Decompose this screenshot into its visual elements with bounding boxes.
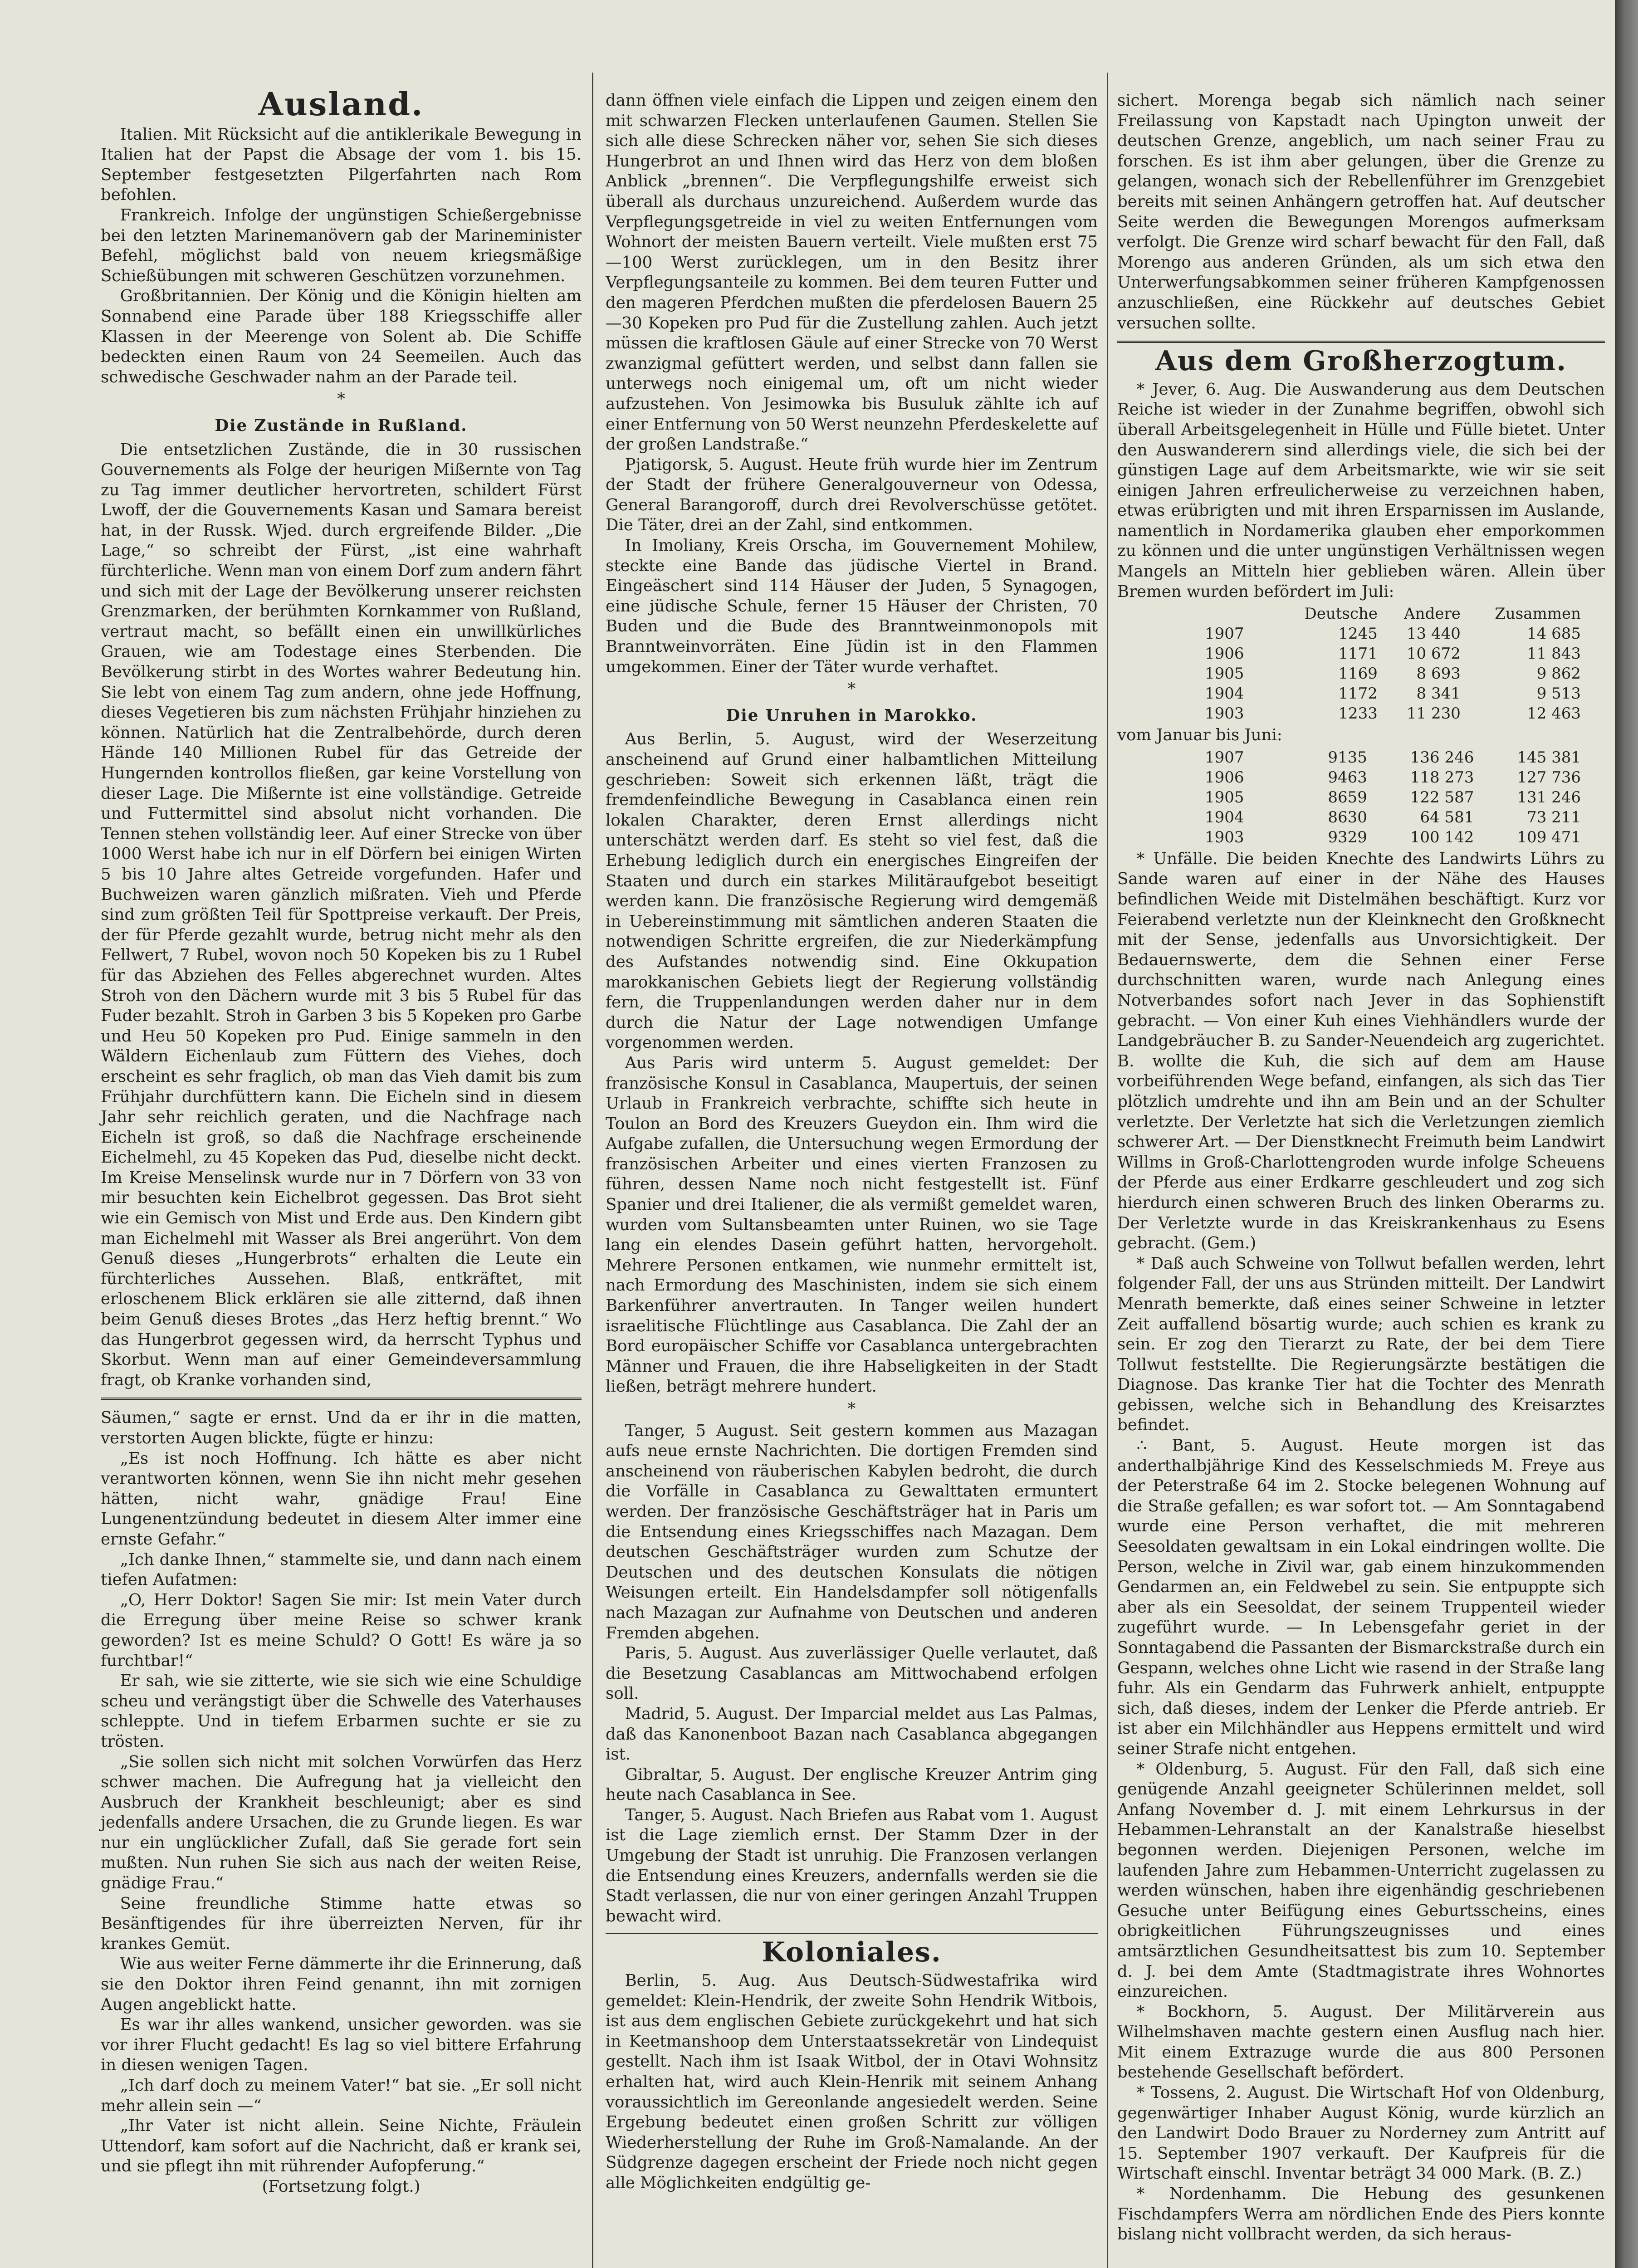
table-cell: 14 685	[1527, 625, 1581, 643]
table-cell: 1904	[1205, 808, 1244, 826]
table-cell: 9135	[1328, 748, 1367, 767]
column-1	[101, 85, 582, 2197]
feuilleton-divider	[101, 1398, 582, 1400]
table-row	[1137, 748, 1585, 767]
table-cell: 118 273	[1410, 768, 1474, 787]
article-tollwut: * Daß auch Schweine von Tollwut befallen werden, lehrt folgender Fall, der uns aus Stründen mitteilt. Der Landwirt Menrath bemerkte, daß eines seiner Schweine in letzter Zeit auffallend bösartig wurde; auch schien es krank zu sein. Er zog den Tierarzt zu Rate, der bei dem Tiere Tollwut feststellte. Die Regierungsärzte bestätigen die Diagnose. Das kranke Tier hat die Tochter des Menrath gebissen, welche sich in Behandlung des Kreisarztes befindet.	[1117, 1254, 1605, 1435]
separator-star: *	[847, 679, 856, 699]
feuilleton-paragraph: „Ich darf doch zu meinem Vater!“ bat sie. „Er soll nicht mehr allein sein —“	[101, 2076, 582, 2115]
article-gibraltar: Gibraltar, 5. August. Der englische Kreuzer Antrim ging heute nach Casablanca in See.	[606, 1765, 1098, 1804]
table-row	[1137, 664, 1585, 684]
feuilleton-paragraph: „O, Herr Doktor! Sagen Sie mir: Ist mein Vater durch die Erregung über meine Reise so schwer krank geworden? Ist es meine Schuld? O Gott! Es wäre ja so furchtbar!“	[101, 1590, 582, 1670]
table-cell: 1907	[1205, 625, 1244, 643]
table-cell: 10 672	[1406, 645, 1461, 663]
column-2	[606, 91, 1098, 2194]
table-cell: 9329	[1328, 828, 1367, 846]
table-cell: 8659	[1328, 788, 1367, 807]
table-row	[1137, 684, 1585, 704]
column-rule	[592, 73, 593, 2268]
article-tanger-mazagan: Tanger, 5 August. Seit gestern kommen aus Mazagan aufs neue ernste Nachrichten. Die dortigen Fremden sind anscheinend von räuberischen Kabylen bedroht, die durch die Vorfälle in Casablanca zu Gewalttaten ermuntert werden. Der französische Geschäftsträger hat in Paris um die Entsendung eines Kriegsschiffes nach Mazagan. Dem deutschen Geschäftsträger wurden zum Schutze der Deutschen und des deutschen Konsulats die nötigen Weisungen erteilt. Ein Handelsdampfer soll nötigenfalls nach Mazagan zur Aufnahme von Deutschen und anderen Fremden abgehen.	[606, 1421, 1098, 1642]
article-grossbritannien: Großbritannien. Der König und die Königin hielten am Sonnabend eine Parade über 188 Kriegsschiffe aller Klassen in der Meerenge von Solent ab. Die Schiffe bedeckten einen Raum von 24 Seemeilen. Auch das schwedische Geschwader nahm an der Parade teil.	[101, 287, 582, 386]
article-bockhorn: * Bockhorn, 5. August. Der Militärverein aus Wilhelmshaven machte gestern einen Ausflug nach hier. Mit einem Extrazuge wurde die aus 800 Personen bestehende Gesellschaft befördert.	[1117, 2002, 1605, 2082]
article-tossens: * Tossens, 2. August. Die Wirtschaft Hof von Oldenburg, gegenwärtiger Inhaber August König, wurde kürzlich an den Landwirt Dodo Brauer zu Norderney zum Antritt auf 15. September 1907 verkauft. Der Kaufpreis für die Wirtschaft einschl. Inventar beträgt 34 000 Mark. (B. Z.)	[1117, 2083, 1605, 2183]
table-cell: 11 843	[1527, 645, 1581, 663]
feuilleton-paragraph: Säumen,“ sagte er ernst. Und da er ihr in die matten, verstorten Augen blickte, fügte er hinzu:	[101, 1408, 582, 1447]
table-row	[1137, 624, 1585, 644]
table-cell: 8 341	[1416, 684, 1461, 703]
table-cell: 100 142	[1410, 828, 1474, 846]
next-page-edge	[1615, 0, 1638, 2268]
feuilleton-paragraph: Er sah, wie sie zitterte, wie sie sich wie eine Schuldige scheu und verängstigt über die Schwelle des Vaterhauses schleppte. Und in tiefem Erbarmen suchte er sie zu trösten.	[101, 1672, 582, 1751]
column-rule	[1107, 73, 1108, 2268]
table-cell: 1903	[1205, 828, 1244, 846]
table-cell: 64 581	[1420, 808, 1474, 826]
table-cell: 1171	[1338, 645, 1378, 663]
table-cell: 1233	[1338, 704, 1378, 723]
table-cell: 127 736	[1517, 768, 1581, 787]
table-cell: 1903	[1205, 704, 1244, 723]
table-cell: 122 587	[1410, 788, 1474, 807]
article-frankreich: Frankreich. Infolge der ungünstigen Schießergebnisse bei den letzten Marinemanövern gab der Marineminister Befehl, möglichst bald von neuem kriegsmäßige Schießübungen mit schweren Geschützen vorzunehmen.	[101, 205, 582, 285]
table-cell: 1906	[1205, 768, 1244, 787]
table-row	[1137, 787, 1585, 807]
table-row	[1137, 704, 1585, 723]
table-cell: 8630	[1328, 808, 1367, 826]
separator-star: *	[847, 1399, 856, 1418]
table-row	[1137, 644, 1585, 664]
table-cell: 1906	[1205, 645, 1244, 663]
feuilleton-paragraph: Es war ihr alles wankend, unsicher geworden. was sie vor ihrer Flucht gedacht! Es lag so viel bittere Erfahrung in diesen wenigen Tagen.	[101, 2015, 582, 2075]
table-cell: 145 381	[1517, 748, 1581, 767]
table-cell: 12 463	[1527, 704, 1581, 723]
table-header-cell: Deutsche	[1304, 605, 1378, 623]
article-tanger-rabat: Tanger, 5. August. Nach Briefen aus Rabat vom 1. August ist die Lage ziemlich ernst. Der Stamm Dzer in der Umgebung der Stadt ist unruhig. Die Franzosen verlangen die Entsendung eines Kreuzers, andernfalls werden sie die Stadt verlassen, die nur von einer geringen Anzahl Truppen bewacht wird.	[606, 1805, 1098, 1926]
feuilleton-paragraph: Wie aus weiter Ferne dämmerte ihr die Erinnerung, daß sie den Doktor ihren Feind genannt, ihn mit zornigen Augen angeblickt hatte.	[101, 1955, 582, 2014]
feuilleton-paragraph: „Es ist noch Hoffnung. Ich hätte es aber nicht verantworten können, wenn Sie ihn nicht mehr gesehen hätten, nicht wahr, gnädige Frau! Eine Lungenentzündung bedeutet in diesem Alter immer eine ernste Gefahr.“	[101, 1449, 582, 1549]
emigration-table-july	[1137, 604, 1585, 723]
table-caption: vom Januar bis Juni:	[1117, 726, 1282, 745]
table-header-cell: Zusammen	[1495, 605, 1581, 623]
article-berlin-suedwestafrika: Berlin, 5. Aug. Aus Deutsch-Südwestafrika wird gemeldet: Klein-Hendrik, der zweite Sohn Hendrik Witbois, ist aus dem englischen Gebiete zurückgekehrt und hat sich in Keetmanshoop dem Unterstaatssekretär von Lindequist gestellt. Nach ihm ist Isaak Witbol, der in Otavi Wohnsitz erhalten hat, wird auch Klein-Henrik mit seinem Anhang voraussichtlich im Gereonlande angesiedelt werden. Seine Ergebung bedeutet einen großen Schritt zur völligen Wiederherstellung der Ruhe im Groß-Namalande. An der Südgrenze dagegen erscheint der Friede noch nicht gegen alle Möglichkeiten endgültig ge-	[606, 1971, 1098, 2192]
article-oldenburg: * Oldenburg, 5. August. Für den Fall, daß sich eine genügende Anzahl geeigneter Schülerinnen meldet, soll Anfang November d. J. mit einem Lehrkursus in der Hebammen-Lehranstalt an der Kanalstraße hieselbst begonnen werden. Diejenigen Personen, welche im laufenden Jahre zum Hebammen-Unterricht zugelassen zu werden wünschen, haben ihre eigenhändig geschriebenen Gesuche unter Beifügung eines Geburtsscheins, eines obrigkeitlichen Führungszeugnisses und eines amtsärztlichen Gesundheitsattest bis zum 10. September d. J. bei dem Amte (Stadtmagistrate ihres Wohnortes einzureichen.	[1117, 1760, 1605, 2001]
table-cell: 9 862	[1536, 665, 1581, 683]
table-cell: 9463	[1328, 768, 1367, 787]
table-cell: 136 246	[1410, 748, 1474, 767]
table-cell: 1905	[1205, 788, 1244, 807]
article-imoliany: In Imoliany, Kreis Orscha, im Gouvernement Mohilew, steckte eine Bande das jüdische Viertel in Brand. Eingeäschert sind 114 Häuser der Juden, 5 Synagogen, eine jüdische Schule, ferner 15 Häuser der Christen, 70 Buden und die Bude des Branntweinmonopols mit Branntweinvorräten. Eine Jüdin ist in den Flammen umgekommen. Einer der Täter wurde verhaftet.	[606, 536, 1098, 676]
feuilleton-paragraph: „Sie sollen sich nicht mit solchen Vorwürfen das Herz schwer machen. Die Aufregung hat ja vielleicht den Ausbruch der Krankheit beschleunigt; aber es sind jedenfalls andere Ursachen, die zu Grunde liegen. Es war nur ein unglücklicher Zufall, daß Sie gerade fort sein mußten. Nun ruhen Sie sich aus nach der weiten Reise, gnädige Frau.“	[101, 1752, 582, 1893]
table-cell: 11 230	[1406, 704, 1461, 723]
table-row	[1137, 807, 1585, 827]
article-berlin-marokko: Aus Berlin, 5. August, wird der Weserzeitung anscheinend auf Grund einer halbamtlichen Mitteilung geschrieben: Soweit sich erkennen läßt, trägt die fremdenfeindliche Bewegung in Casablanca einen rein lokalen Charakter, deren Ernst allerdings nicht unterschätzt werden darf. Es steht so viel fest, daß die Erhebung lediglich durch ein energisches Eingreifen der Staaten und durch ein starkes Militäraufgebot beseitigt werden kann. Die französische Regierung wird demgemäß in Uebereinstimmung mit sämtlichen anderen Staaten die notwendigen Schritte ergreifen, die zur Niederkämpfung des Aufstandes notwendig sind. Eine Okkupation marokkanischen Gebiets liegt der Regierung vollständig fern, die Truppenlandungen werden daher nur in dem durch die Natur der Lage notwendigen Umfange vorgenommen werden.	[606, 730, 1098, 1052]
table-cell: 1904	[1205, 684, 1244, 703]
article-bant: ∴ Bant, 5. August. Heute morgen ist das anderthalbjährige Kind des Kesselschmieds M. Freye aus der Peterstraße 64 im 2. Stocke belegenen Wohnung auf die Straße gefallen; es war sofort tot. — Am Sonntagabend wurde eine Person verhaftet, die mit mehreren Seesoldaten gewaltsam in ein Lokal eindringen wollte. Die Person, welche in Zivil war, gab einem hinzukommenden Gendarmen an, ein Feldwebel zu sein. Sie entpuppte sich aber als ein Seesoldat, der seinem Truppenteil wieder zugeführt wurde. — In Lebensgefahr geriet in der Sonntagabend die Passanten der Bismarckstraße durch ein Gespann, welches ohne Licht wie rasend in der Straße lang fuhr. Als ein Gendarm das Fuhrwerk anhielt, entpuppte sich, daß dieses, indem der Lenker die Pferde antrieb. Er ist aber ein Milchhändler aus Heppens ermittelt und wird seiner Strafe nicht entgehen.	[1117, 1436, 1605, 1758]
column-3	[1117, 91, 1605, 2245]
section-title-grossherzogtum: Aus dem Großherzogtum.	[1155, 345, 1567, 377]
table-header-cell: Andere	[1404, 605, 1461, 623]
article-paris-casablanca: Paris, 5. August. Aus zuverlässiger Quelle verlautet, daß die Besetzung Casablancas am Mittwochabend erfolgen soll.	[606, 1644, 1098, 1703]
article-russland: Die entsetzlichen Zustände, die in 30 russischen Gouvernements als Folge der heurigen Mißernte von Tag zu Tag immer deutlicher hervortreten, schildert Fürst Lwoff, der die Gouvernements Kasan und Samara bereist hat, in der Russk. Wjed. durch ergreifende Bilder. „Die Lage,“ so schreibt der Fürst, „ist eine wahrhaft fürchterliche. Wenn man von einem Dorf zum andern fährt und sich mit der Lage der Bevölkerung unserer reichsten Grenzmarken, der berühmten Kornkammer von Rußland, vertraut macht, so befällt einen ein unwillkürliches Grauen, wie am Todestage eines Sterbenden. Die Bevölkerung stirbt in des Wortes wahrer Bedeutung hin. Sie lebt von einem Tag zum andern, ohne jede Hoffnung, dieses Vegetieren bis zum nächsten Frühjahr hinziehen zu können. Natürlich hat die Zentralbehörde, durch deren Hände 140 Millionen Rubel für das Getreide der Hungernden kontrollos fließen, gar keine Vorstellung von dieser Lage. Die Mißernte ist eine vollständige. Getreide und Futtermittel sind absolut nicht vorhanden. Die Tennen stehen vollständig leer. Auf einer Strecke von über 1000 Werst habe ich nur in elf Dörfern bei einigen Wirten 5 bis 10 Jahre altes Getreide vorgefunden. Hafer und Buchweizen waren gänzlich mißraten. Vieh und Pferde sind zum größten Teil für Spottpreise verkauft. Der Preis, der für Pferde gezahlt wurde, betrug nicht mehr als den Fellwert, 7 Rubel, wovon noch 50 Kopeken bis zu 1 Rubel für das Abziehen des Felles abgerechnet wurden. Altes Stroh von den Dächern wurde mit 3 bis 5 Rubel für das Fuder bezahlt. Stroh in Garben 3 bis 5 Kopeken pro Garbe und Heu 50 Kopeken pro Pud. Einige sammeln in den Wäldern Eichenlaub zum Füttern des Viehes, doch erscheint es sehr fraglich, ob man das Vieh damit bis zum Frühjahr durchfüttern kann. Die Eicheln sind in diesem Jahr sehr reichlich geraten, und die Nachfrage nach Eicheln ist groß, so daß die Nachfrage erscheinende Eichelmehl, zu 45 Kopeken das Pud, dieselbe nicht deckt. Im Kreise Menselinsk wurde nur in 7 Dörfern von 33 von mir besuchten kein Eichelbrot gegessen. Das Brot sieht wie ein Gemisch von Mist und Erde aus. Den Kindern gibt man Eichelmehl mit Wasser als Brei angerührt. Von dem Genuß dieses „Hungerbrots“ erhalten die Leute ein fürchterliches Aussehen. Blaß, entkräftet, mit erloschenem Blick erklären sie alle zitternd, daß ihnen beim Genuß dieses Brotes „das Herz heftig brennt.“ Wo das Hungerbrot gegessen wird, da herrscht Typhus und Skorbut. Wenn man auf einer Gemeindeversammlung fragt, ob Kranke vorhanden sind,	[101, 440, 582, 1389]
table-cell: 1172	[1338, 684, 1378, 703]
table-cell: 8 693	[1416, 665, 1461, 683]
subhead-russland: Die Zustände in Rußland.	[215, 416, 468, 435]
article-pjatigorsk: Pjatigorsk, 5. August. Heute früh wurde hier im Zentrum der Stadt der frühere Generalgouverneur von Odessa, General Barangoroff, durch drei Revolverschüsse getötet. Die Täter, drei an der Zahl, sind entkommen.	[606, 455, 1098, 535]
table-cell: 1169	[1338, 665, 1378, 683]
table-cell: 9 513	[1536, 684, 1581, 703]
table-cell: 109 471	[1517, 828, 1581, 846]
table-cell: 1905	[1205, 665, 1244, 683]
article-unfaelle: * Unfälle. Die beiden Knechte des Landwirts Lührs zu Sande waren auf einer in der Nähe des Hauses befindlichen Weide mit Distelmähen beschäftigt. Kurz vor Feierabend verletzte nun der Kleinknecht den Großknecht mit der Sense, jedenfalls aus Unvorsichtigkeit. Der Bedauernswerte, dem die Sehnen einer Ferse durchschnitten waren, wurde nach Anlegung eines Notverbandes sofort nach Jever in das Sophienstift gebracht. — Von einer Kuh eines Viehhändlers wurde der Landgebräucher B. zu Sander-Neuendeich arg zugerichtet. B. wollte die Kuh, die sich auf dem am Hause vorbeiführenden Wege befand, einfangen, als sich das Tier plötzlich umdrehte und ihn am Bein und an der Schulter verletzte. Der Verletzte hat sich die Verletzungen ziemlich schwerer Art. — Der Dienstknecht Freimuth beim Landwirt Willms in Groß-Charlottengroden wurde infolge Scheuens der Pferde aus einer Erdkarre geschleudert und zog sich hierdurch einen schweren Bruch des linken Oberarms zu. Der Verletzte wurde in das Kreiskrankenhaus zu Esens gebracht. (Gem.)	[1117, 849, 1605, 1253]
table-header-cell	[1137, 604, 1278, 624]
article-madrid: Madrid, 5. August. Der Imparcial meldet aus Las Palmas, daß das Kanonenboot Bazan nach Casablanca abgegangen ist.	[606, 1704, 1098, 1764]
article-morenga-continued: sichert. Morenga begab sich nämlich nach seiner Freilassung von Kapstadt nach Upington unweit der deutschen Grenze, angeblich, um nach seiner Frau zu forschen. Es ist ihm aber gelungen, über die Grenze zu gelangen, wonach sich der Rebellenführer im Grenzgebiet bereits mit seinen Anhängern getroffen hat. Auf deutscher Seite werden die Bewegungen Morengos aufmerksam verfolgt. Die Grenze wird scharf bewacht für den Fall, daß Morengo aus anderen Gründen, als um sich etwa den Unterwerfungsabkommen seiner früheren Kampfgenossen anzuschließen, eine Rückkehr auf deutsches Gebiet versuchen sollte.	[1117, 91, 1605, 332]
separator-star: *	[337, 390, 345, 409]
feuilleton-paragraph: „Ich danke Ihnen,“ stammelte sie, und dann nach einem tiefen Aufatmen:	[101, 1550, 582, 1589]
table-cell: 13 440	[1406, 625, 1461, 643]
table-header-row	[1137, 604, 1585, 624]
table-cell: 73 211	[1527, 808, 1581, 826]
section-divider	[1117, 341, 1605, 343]
article-jever-auswanderung: * Jever, 6. Aug. Die Auswanderung aus dem Deutschen Reiche ist wieder in der Zunahme begriffen, obwohl sich überall Arbeitsgelegenheit in Hülle und Fülle bietet. Unter den Auswanderern sind allerdings viele, die sich bei der günstigen Lage auf dem Arbeitsmarkte, wie wir sie seit einigen Jahren erfreulicherweise zu verzeichnen haben, etwas erübrigten und mit ihren Ersparnissen im Auslande, namentlich in Nordamerika glauben eher emporkommen zu können und die unter ungünstigen Verhältnissen wegen Mangels an Mitteln hier geblieben wären. Allein über Bremen wurden befördert im Juli:	[1117, 380, 1605, 601]
article-paris-konsul: Aus Paris wird unterm 5. August gemeldet: Der französische Konsul in Casablanca, Maupertuis, der seinen Urlaub in Frankreich verbrachte, schiffte sich heute in Toulon an Bord des Kreuzers Gueydon ein. Ihm wird die Aufgabe zufallen, die Untersuchung wegen Ermordung der französischen Arbeiter und eines vierten Franzosen zu führen, dessen Name noch nicht festgestellt ist. Fünf Spanier und drei Italiener, die als vermißt gemeldet waren, wurden vom Sultansbeamten unter Ruinen, wo sie Tage lang ein elendes Dasein geführt hatten, hervorgeholt. Mehrere Personen entkamen, wie nunmehr ermittelt ist, nach Ermordung des Maschinisten, indem sie sich einem Barkenführer anvertrauten. In Tanger weilen hundert israelitische Flüchtlinge aus Casablanca. Die Zahl der an Bord europäischer Schiffe vor Casablanca untergebrachten Männer und Frauen, die ihre Habseligkeiten in der Stadt ließen, beträgt mehrere hundert.	[606, 1053, 1098, 1396]
table-cell: 131 246	[1517, 788, 1581, 807]
continuation-note: (Fortsetzung folgt.)	[262, 2177, 421, 2196]
table-cell: 1245	[1338, 625, 1378, 643]
article-nordenhamm: * Nordenhamm. Die Hebung des gesunkenen Fischdampfers Werra am nördlichen Ende des Piers konnte bislang nicht vollbracht werden, da sich heraus-	[1117, 2185, 1605, 2244]
feuilleton-paragraph: Seine freundliche Stimme hatte etwas so Besänftigendes für ihre überreizten Nerven, für ihr krankes Gemüt.	[101, 1894, 582, 1953]
table-row	[1137, 827, 1585, 847]
subhead-marokko: Die Unruhen in Marokko.	[726, 706, 978, 725]
section-title-ausland: Ausland.	[258, 85, 424, 123]
emigration-table-jan-jun	[1137, 748, 1585, 847]
feuilleton-paragraph: „Ihr Vater ist nicht allein. Seine Nichte, Fräulein Uttendorf, kam sofort auf die Nachricht, daß er krank sei, und sie pflegt ihn mit rührender Aufopferung.“	[101, 2116, 582, 2176]
table-cell: 1907	[1205, 748, 1244, 767]
article-italien: Italien. Mit Rücksicht auf die antiklerikale Bewegung in Italien hat der Papst die Absage der vom 1. bis 15. September festgesetzten Pilgerfahrten nach Rom befohlen.	[101, 125, 582, 205]
article-russland-continued: dann öffnen viele einfach die Lippen und zeigen einem den mit schwarzen Flecken unterlaufenen Gaumen. Stellen Sie sich alle diese Schrecken näher vor, sehen Sie sich dieses Hungerbrot an und Ihnen wird das Herz von dem bloßen Anblick „brennen“. Die Verpflegungshilfe erweist sich überall als durchaus unzureichend. Außerdem wurde das Verpflegungsgetreide in viel zu weiten Entfernungen vom Wohnort der meisten Bauern verteilt. Viele mußten erst 75—100 Werst zurücklegen, um in den Besitz ihrer Verpflegungsanteile zu kommen. Bei dem teuren Futter und den mageren Pferdchen mußten die pferdelosen Bauern 25—30 Kopeken pro Pud für die Zustellung zahlen. Auch jetzt müssen die kraftlosen Gäule auf einer Strecke von 70 Werst zwanzigmal gefüttert werden, und selbst dann fallen sie unterwegs noch einigemal um, oft um nicht wieder aufzustehen. Von Jesimowka bis Busuluk zählte ich auf einer Entfernung von 50 Werst neunzehn Pferdeskelette auf der großen Landstraße.“	[606, 91, 1098, 454]
section-title-koloniales: Koloniales.	[762, 1936, 942, 1969]
table-row	[1137, 767, 1585, 787]
section-divider	[606, 1933, 1098, 1934]
